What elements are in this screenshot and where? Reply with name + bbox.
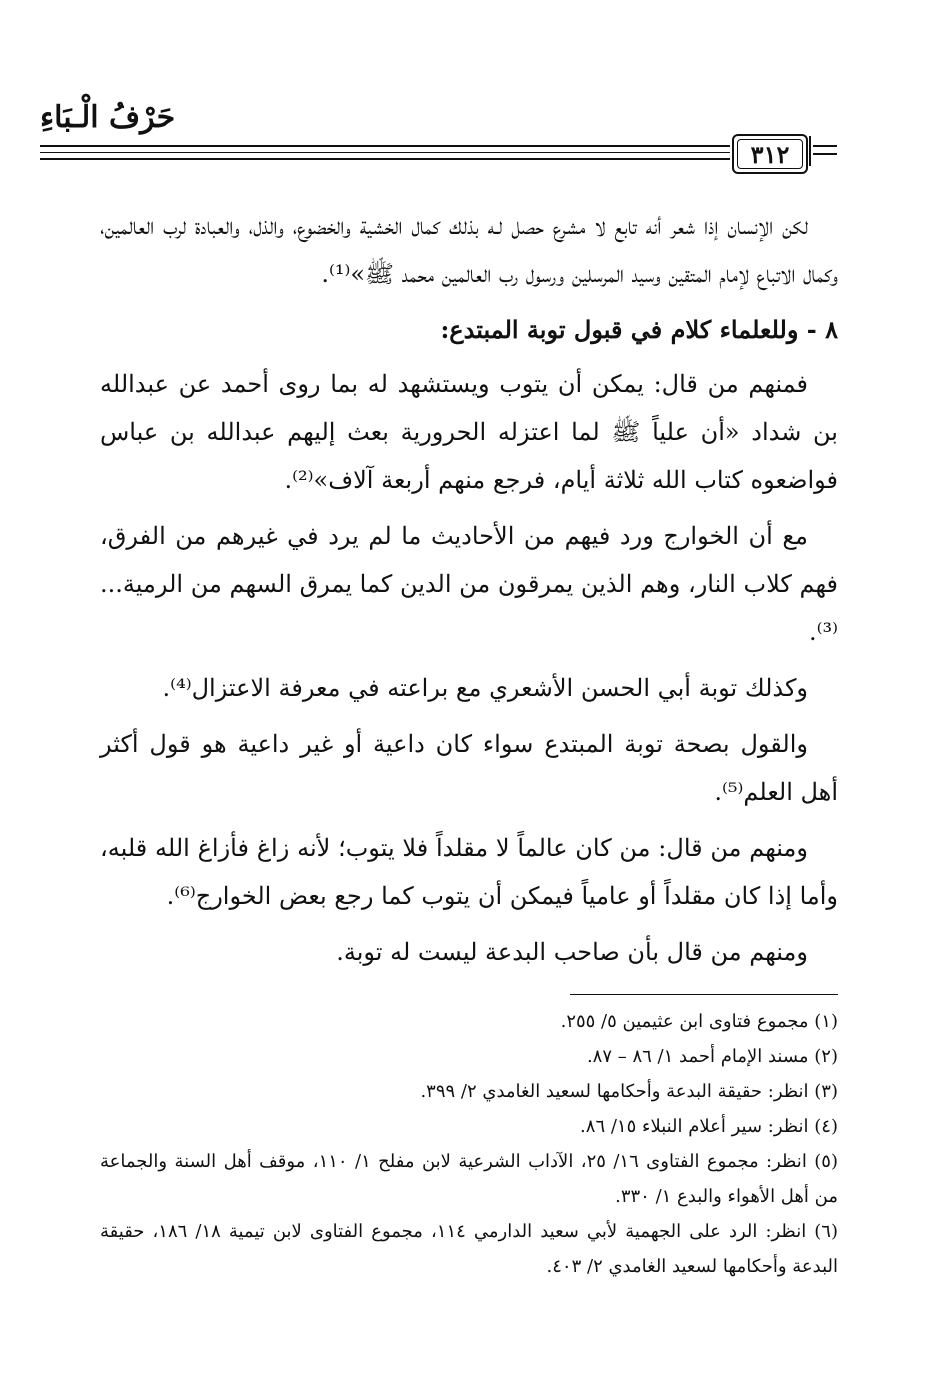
footnote: (٣) انظر: حقيقة البدعة وأحكامها لسعيد الغامدي ٢/ ٣٩٩. — [420, 1081, 838, 1102]
header-rule — [40, 152, 730, 153]
paragraph: لكن الإنسان إذا شعر أنه تابع لا مشرع حصل لـه بذلك كمال الخشية والخضوع، والذل، والعبادة لرب العالمين، وكمال الاتباع لإمام المتقين وسيد المرسلين ورسول رب العالمين محمد ﷺ»⁽¹⁾. — [100, 212, 838, 288]
footnotes — [100, 1004, 838, 1284]
paragraph: مع أن الخوارج ورد فيهم من الأحاديث ما لم يرد في غيرهم من الفرق، فهم كلاب النار، وهم الذين يمرقون من الدين كما يمرق السهم من الرمية...⁽³⁾. — [100, 522, 838, 646]
footnote: (٤) انظر: سير أعلام النبلاء ١٥/ ٨٦. — [580, 1116, 838, 1137]
paragraph: والقول بصحة توبة المبتدع سواء كان داعية أو غير داعية هو قول أكثر أهل العلم⁽⁵⁾. — [100, 730, 838, 806]
header-rule — [40, 158, 730, 160]
header-edge-ornament — [813, 142, 837, 160]
footnote: (٥) انظر: مجموع الفتاوى ١٦/ ٢٥، الآداب الشرعية لابن مفلح ١/ ١١٠، موقف أهل السنة والجماعة من أهل الأهواء والبدع ١/ ٣٣٠. — [100, 1151, 838, 1207]
section-heading: ٨ - وللعلماء كلام في قبول توبة المبتدع: — [440, 315, 838, 344]
header-rule — [40, 145, 730, 147]
paragraph: وكذلك توبة أبي الحسن الأشعري مع براعته في معرفة الاعتزال⁽⁴⁾. — [162, 674, 808, 702]
paragraph: ومنهم من قال بأن صاحب البدعة ليست له توبة. — [336, 938, 808, 966]
running-title: حَرْفُ الْـبَاءِ — [40, 100, 176, 135]
paragraph: فمنهم من قال: يمكن أن يتوب ويستشهد له بما روى أحمد عن عبدالله بن شداد «أن علياً ﷺ لما اعتزله الحرورية بعث إليهم عبدالله بن عباس فواضعوه كتاب الله ثلاثة أيام، فرجع منهم أربعة آلاف»⁽²⁾. — [100, 370, 838, 494]
footnote: (١) مجموع فتاوى ابن عثيمين ٥/ ٢٥٥. — [560, 1011, 838, 1032]
footnote-separator — [570, 994, 838, 995]
footnote: (٦) انظر: الرد على الجهمية لأبي سعيد الدارمي ١١٤، مجموع الفتاوى لابن تيمية ١٨/ ١٨٦، حقيقة البدعة وأحكامها لسعيد الغامدي ٢/ ٤٠٣. — [100, 1221, 838, 1277]
main-text — [100, 202, 838, 984]
page-number: ٣١٢ — [732, 134, 808, 174]
footnote: (٢) مسند الإمام أحمد ١/ ٨٦ – ٨٧. — [586, 1046, 838, 1067]
paragraph: ومنهم من قال: من كان عالماً لا مقلداً فلا يتوب؛ لأنه زاغ فأزاغ الله قلبه، وأما إذا كان مقلداً أو عامياً فيمكن أن يتوب كما رجع بعض الخوارج⁽⁶⁾. — [100, 834, 838, 910]
